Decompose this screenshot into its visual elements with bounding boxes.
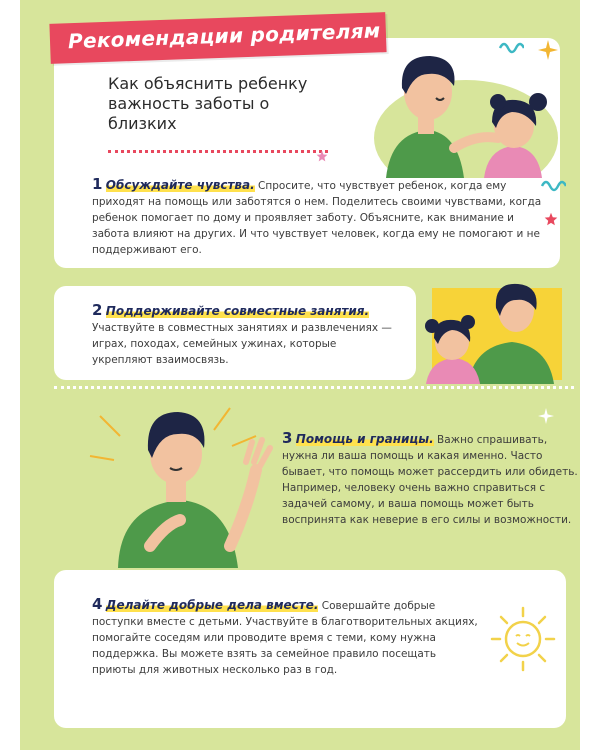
dotted-separator: [108, 150, 328, 153]
dotted-divider: [54, 386, 574, 389]
tip-4-text: Совершайте добрые поступки вместе с детьми. Участвуйте в благотворительных акциях, помогайте соседям или проводите время с теми, кому нужна поддержка. Вы можете взять за семейное правило посещать приюты для животных несколько раз в год.: [92, 600, 478, 676]
tip-2-number: 2: [92, 301, 103, 319]
tip-3-number: 3: [282, 429, 293, 447]
hugging-illustration: [412, 276, 570, 384]
banner-title: Рекомендации родителям: [67, 18, 381, 54]
parent-child-illustration: [366, 38, 560, 178]
tip-3-text: Важно спрашивать, нужна ли ваша помощь и какая именно. Часто бывает, что помощь может рассердить или обидеть. Например, человеку очень важно справиться с задачей самому, и ваша помощь может быть воспринята как неверие в его силы и возможности.: [282, 434, 578, 526]
sun-icon: [490, 606, 556, 672]
sparkle-icon: [538, 408, 554, 424]
page-subtitle: Как объяснить ребенку важность заботы о близких: [108, 74, 308, 133]
waving-person-illustration: [80, 396, 280, 568]
tip-2: [92, 302, 392, 368]
tip-3-heading: Помощь и границы.: [295, 432, 434, 446]
tip-4-heading: Делайте добрые дела вместе.: [105, 598, 319, 612]
tip-1-text: Спросите, что чувствует ребенок, когда ему приходят на помощь или заботятся о нем. Поделитесь своими чувствами, когда ребенок помогает по дому и проявляет заботу. Объясните, как внимание и забота влияют на других. И что чувствует человек, когда ему не помогают и не поддерживают его.: [92, 180, 542, 256]
tip-2-text: Участвуйте в совместных занятиях и развлечениях — играх, походах, семейных ужинах, которые укрепляют взаимосвязь.: [92, 322, 392, 366]
tip-1-number: 1: [92, 175, 103, 193]
tip-4: [92, 596, 482, 678]
tip-1-heading: Обсуждайте чувства.: [105, 178, 255, 192]
infographic-page: [20, 0, 580, 750]
star-icon: [316, 150, 328, 162]
tip-1: [92, 176, 554, 258]
tip-3: [282, 430, 578, 528]
tip-4-number: 4: [92, 595, 103, 613]
sparkle-icon: [538, 40, 558, 60]
tip-2-heading: Поддерживайте совместные занятия.: [105, 304, 370, 318]
squiggle-icon: [498, 40, 524, 56]
